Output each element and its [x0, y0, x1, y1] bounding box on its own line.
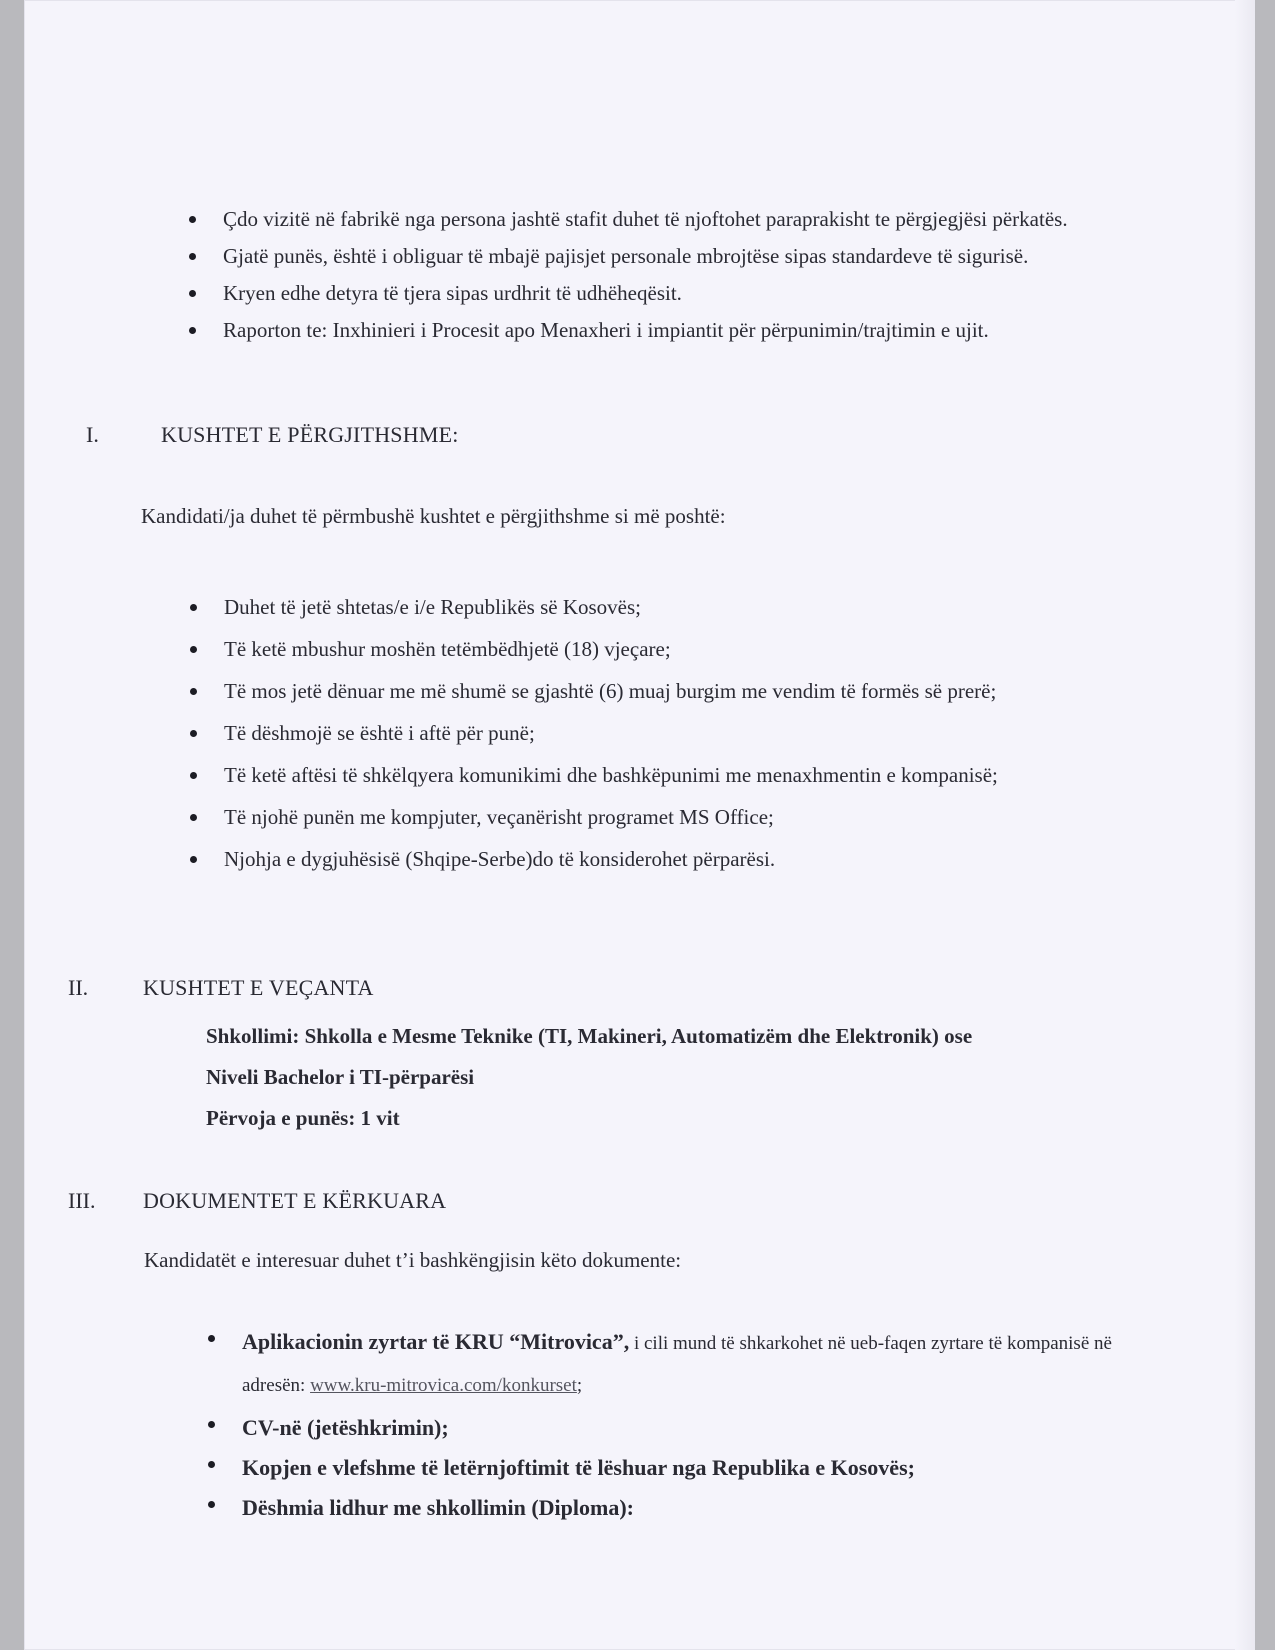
- list-item: Dëshmia lidhur me shkollimin (Diploma):: [204, 1488, 1164, 1528]
- bullet-icon: [190, 856, 197, 863]
- bullet-icon: [190, 646, 197, 653]
- section-1-intro: Kandidati/ja duhet të përmbushë kushtet e përgjithshme si më poshtë:: [141, 504, 726, 528]
- bullet-icon: [189, 290, 196, 297]
- list-item: Kopjen e vlefshme të letërnjoftimit të lëshuar nga Republika e Kosovës;: [204, 1448, 1164, 1488]
- section-title: DOKUMENTET E KËRKUARA: [143, 1188, 447, 1213]
- list-item: Çdo vizitë në fabrikë nga persona jashtë stafit duhet të njoftohet paraprakisht te përgjegjësi përkatës.: [185, 204, 1150, 235]
- special-conditions: [206, 1016, 972, 1139]
- education-line: Shkollimi: Shkolla e Mesme Teknike (TI, Makineri, Automatizëm dhe Elektronik) ose: [206, 1024, 973, 1048]
- list-item: Raporton te: Inxhinieri i Procesit apo Menaxheri i impiantit për përpunimin/trajtimin e ujit.: [185, 315, 1150, 346]
- bullet-icon: [208, 1421, 215, 1428]
- bullet-icon: [208, 1461, 215, 1468]
- bullet-icon: [208, 1501, 215, 1508]
- required-documents-list: [204, 1322, 1164, 1528]
- duties-list: [185, 204, 1150, 352]
- list-item: Njohja e dygjuhësisë (Shqipe-Serbe)do të konsiderohet përparësi.: [186, 846, 1156, 888]
- page-edge: [1235, 0, 1255, 1650]
- konkurset-link[interactable]: www.kru-mitrovica.com/konkurset: [310, 1375, 577, 1396]
- experience-line: Përvoja e punës: 1 vit: [206, 1106, 400, 1130]
- bullet-icon: [189, 327, 196, 334]
- section-number: III.: [68, 1188, 96, 1213]
- bullet-icon: [190, 688, 197, 695]
- list-item: Të ketë aftësi të shkëlqyera komunikimi dhe bashkëpunimi me menaxhmentin e kompanisë;: [186, 762, 1156, 804]
- list-item: Kryen edhe detyra të tjera sipas urdhrit të udhëheqësit.: [185, 278, 1150, 309]
- bullet-icon: [190, 772, 197, 779]
- bullet-icon: [189, 253, 196, 260]
- list-item: Aplikacionin zyrtar të KRU “Mitrovica”, i cili mund të shkarkohet në ueb-faqen zyrtare të kompanisë në adresën: www.kru-mitrovica.com/konkurset;: [204, 1322, 1164, 1406]
- bullet-icon: [208, 1335, 215, 1342]
- list-item: Gjatë punës, është i obliguar të mbajë pajisjet personale mbrojtëse sipas standardeve të sigurisë.: [185, 241, 1150, 272]
- bullet-icon: [190, 814, 197, 821]
- general-conditions-list: [186, 594, 1156, 888]
- list-item: Të ketë mbushur moshën tetëmbëdhjetë (18) vjeçare;: [186, 636, 1156, 678]
- list-item: Të njohë punën me kompjuter, veçanërisht programet MS Office;: [186, 804, 1156, 846]
- section-title: KUSHTET E VEÇANTA: [143, 975, 374, 1000]
- bachelor-line: Niveli Bachelor i TI-përparësi: [206, 1065, 475, 1089]
- list-item: Duhet të jetë shtetas/e i/e Republikës së Kosovës;: [186, 594, 1156, 636]
- section-number: I.: [86, 422, 99, 447]
- bullet-icon: [189, 216, 196, 223]
- list-item: Të dëshmojë se është i aftë për punë;: [186, 720, 1156, 762]
- section-3-intro: Kandidatët e interesuar duhet t’i bashkëngjisin këto dokumente:: [144, 1248, 682, 1272]
- list-item: CV-në (jetëshkrimin);: [204, 1408, 1164, 1448]
- section-number: II.: [68, 975, 89, 1000]
- bullet-icon: [190, 604, 197, 611]
- list-item: Të mos jetë dënuar me më shumë se gjashtë (6) muaj burgim me vendim të formës së prerë;: [186, 678, 1156, 720]
- section-title: KUSHTET E PËRGJITHSHME:: [161, 422, 459, 447]
- bullet-icon: [190, 730, 197, 737]
- document-page: [24, 0, 1255, 1650]
